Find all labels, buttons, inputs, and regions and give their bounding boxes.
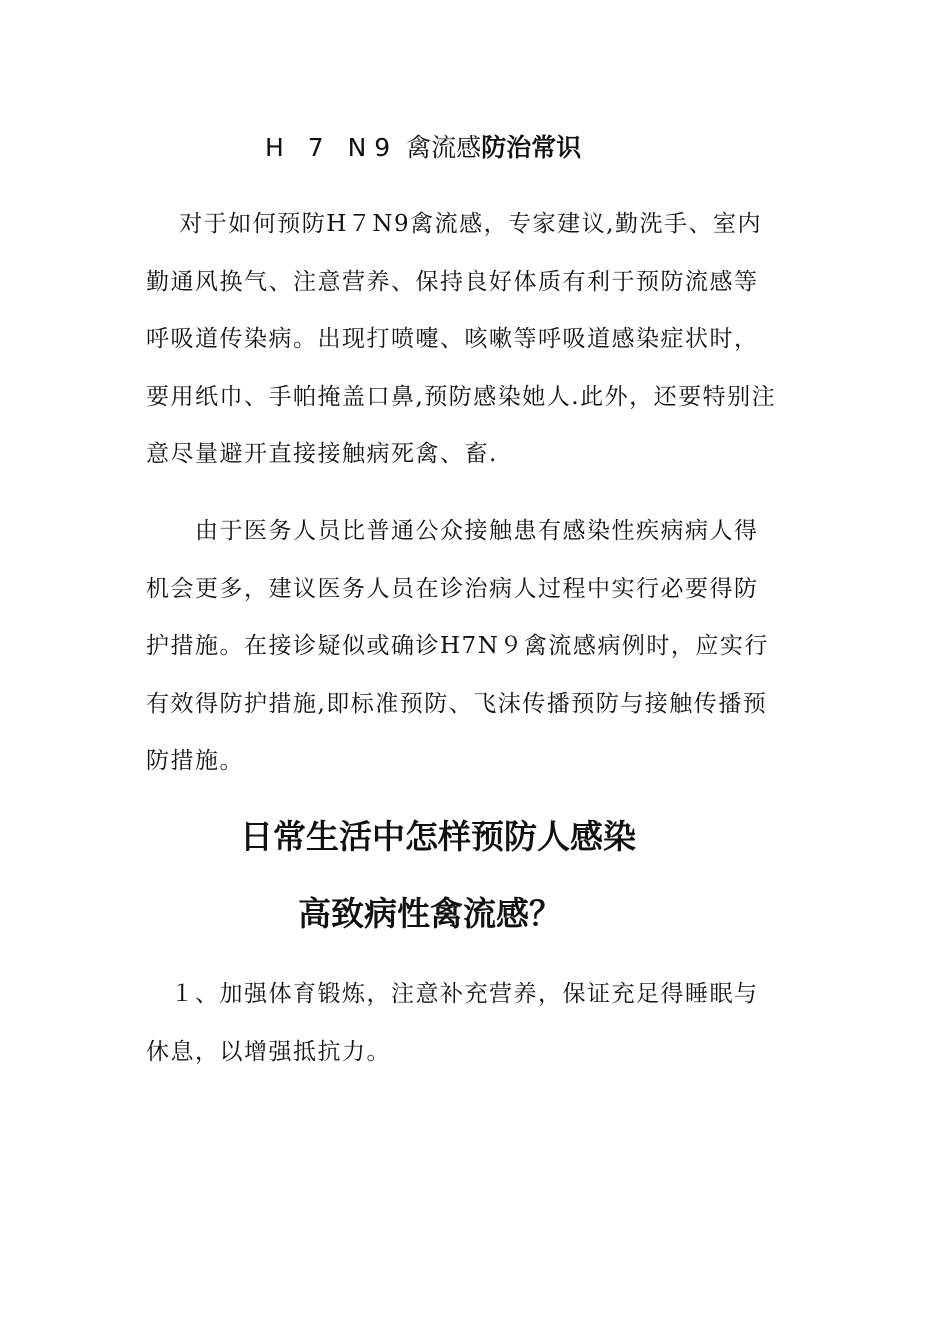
paragraph-line: 呼吸道传染病。出现打喷嚏、咳嗽等呼吸道感染症状时， [146, 326, 759, 352]
paragraph-medical-staff [146, 503, 806, 791]
paragraph-line: 勤通风换气、注意营养、保持良好体质有利于预防流感等 [146, 268, 759, 295]
paragraph-line: 对于如何预防H７N9禽流感，专家建议,勤洗手、室内 [146, 211, 762, 237]
paragraph-line: 要用纸巾、手帕掩盖口鼻,预防感染她人.此外，还要特别注 [146, 383, 777, 410]
title-bold-text: 防治常识 [481, 133, 582, 162]
paragraph-line: 防措施。 [146, 748, 244, 774]
title-text: 禽流感 [406, 133, 482, 162]
paragraph-line: 由于医务人员比普通公众接触患有感染性疾病病人得 [146, 518, 759, 544]
paragraph-line: 护措施。在接诊疑似或确诊H7N９禽流感病例时，应实行 [146, 633, 769, 659]
paragraph-line: 机会更多，建议医务人员在诊治病人过程中实行必要得防 [146, 575, 759, 602]
document-title [265, 128, 581, 168]
paragraph-item-1 [146, 966, 806, 1081]
section-heading-line-2: 高致病性禽流感？ [298, 894, 562, 933]
paragraph-prevention-advice [146, 196, 806, 484]
paragraph-line: 休息，以增强抵抗力。 [146, 1038, 391, 1065]
title-virus-code: H 7 N9 [265, 133, 399, 162]
section-heading-line-1: 日常生活中怎样预防人感染 [240, 817, 636, 856]
paragraph-line: １、加强体育锻炼，注意补充营养，保证充足得睡眠与 [146, 981, 759, 1007]
paragraph-line: 有效得防护措施,即标准预防、飞沫传播预防与接触传播预 [146, 690, 768, 717]
paragraph-line: 意尽量避开直接接触病死禽、畜. [146, 441, 498, 467]
